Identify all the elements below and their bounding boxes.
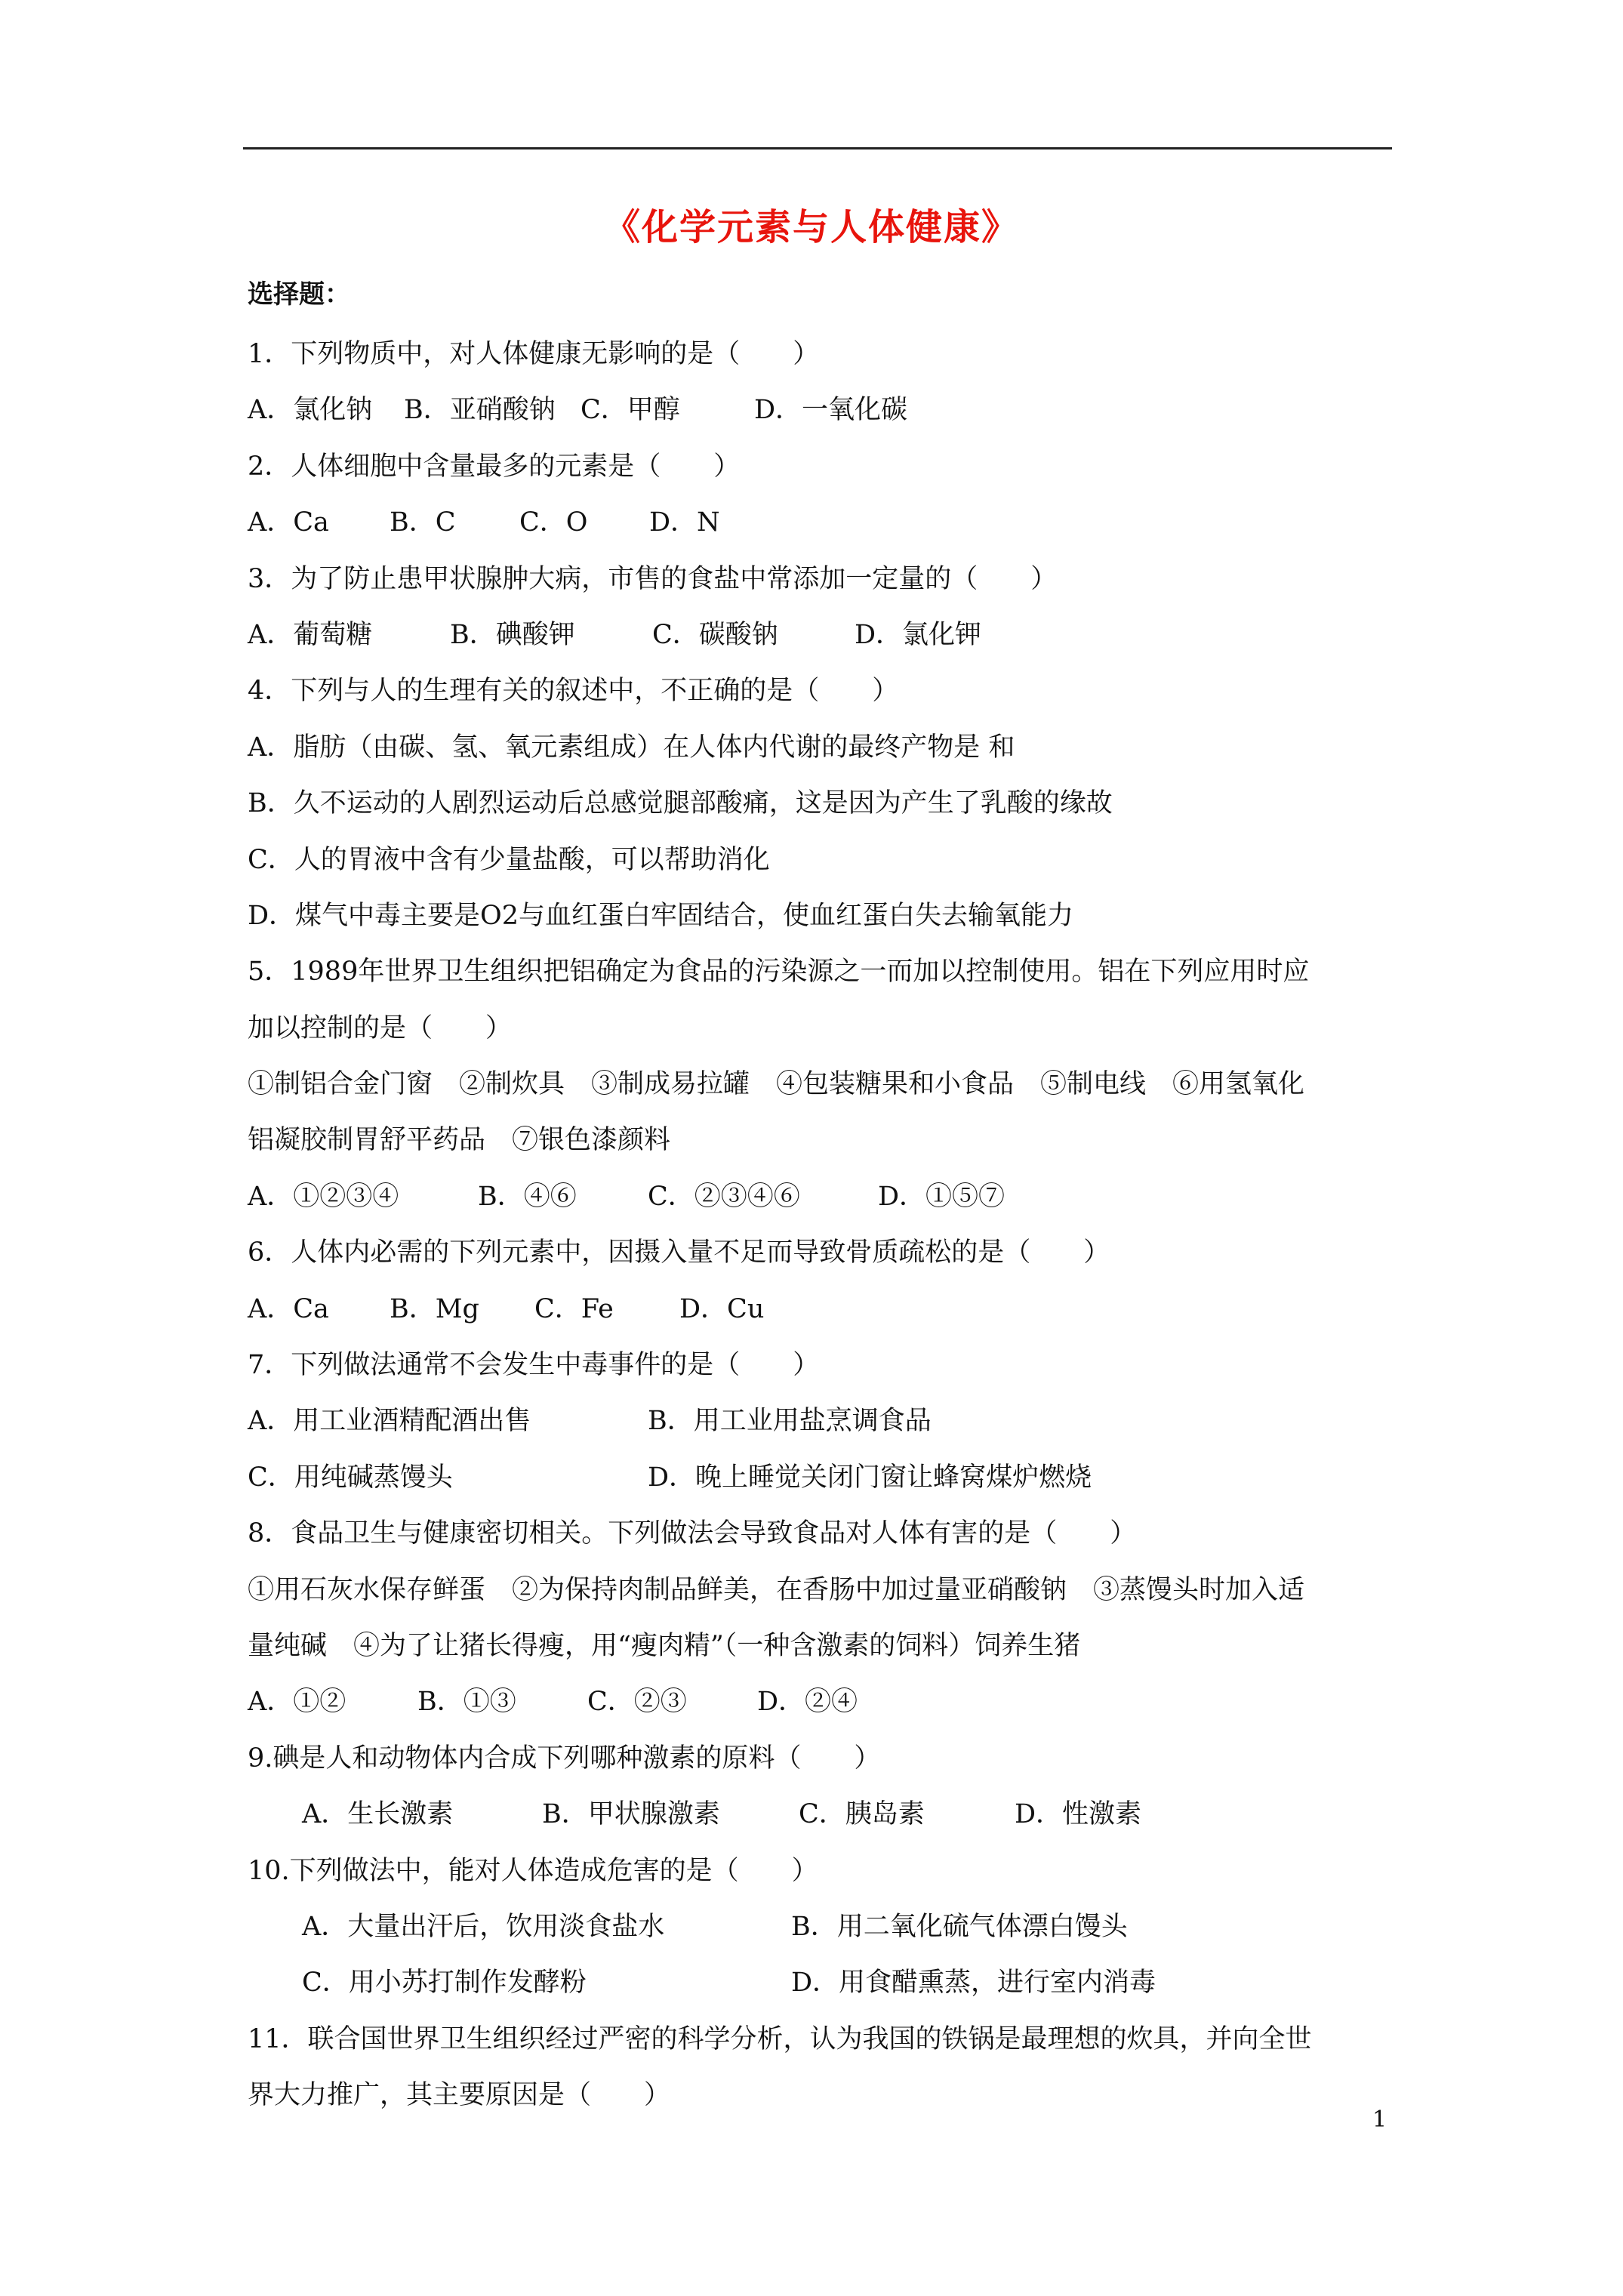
question-line: 1．下列物质中，对人体健康无影响的是（ ）: [248, 339, 820, 369]
answer-option: A．葡萄糖: [248, 619, 373, 650]
option-line: [248, 1899, 1403, 1955]
question-line: 11．联合国世界卫生组织经过严密的科学分析，认为我国的铁锅是最理想的炊具，并向全世: [248, 2023, 1312, 2054]
answer-option: B．①③: [417, 1687, 516, 1718]
answer-option: A．①②③④: [248, 1181, 399, 1212]
option-line: [248, 1169, 1403, 1225]
question-line: 9.碘是人和动物体内合成下列哪种激素的原料（ ）: [248, 1743, 881, 1774]
question-line: 3．为了防止患甲状腺肿大病，市售的食盐中常添加一定量的（ ）: [248, 563, 1058, 594]
question-line: 8．食品卫生与健康密切相关。下列做法会导致食品对人体有害的是（ ）: [248, 1518, 1137, 1549]
answer-option: B．碘酸钾: [450, 619, 575, 650]
answer-option: C．②③④⑥: [648, 1181, 800, 1212]
answer-option: B．甲状腺激素: [542, 1799, 720, 1830]
question-line: D．煤气中毒主要是O2与血红蛋白牢固结合，使血红蛋白失去输氧能力: [248, 900, 1074, 931]
option-line: [248, 1450, 1403, 1505]
answer-option: B．用二氧化硫气体漂白馒头: [791, 1911, 1128, 1942]
option-line: [248, 607, 1403, 663]
answer-option: B．亚硝酸钠: [404, 395, 556, 426]
option-line: [248, 1674, 1403, 1730]
question-line: ①用石灰水保存鲜蛋 ②为保持肉制品鲜美，在香肠中加过量亚硝酸钠 ③蒸馒头时加入适: [248, 1574, 1305, 1605]
question-line: 6．人体内必需的下列元素中，因摄入量不足而导致骨质疏松的是（ ）: [248, 1237, 1110, 1268]
answer-option: D．Cu: [679, 1293, 765, 1324]
question-line: 5．1989年世界卫生组织把铝确定为食品的污染源之一而加以控制使用。铝在下列应用时应: [248, 957, 1310, 988]
question-line: 10.下列做法中，能对人体造成危害的是（ ）: [248, 1855, 818, 1886]
option-line: [248, 1393, 1403, 1449]
question-line: A．脂肪（由碳、氢、氧元素组成）在人体内代谢的最终产物是 和: [248, 732, 1015, 763]
answer-option: B．C: [390, 507, 456, 538]
answer-option: C．O: [519, 507, 588, 538]
question-line: 量纯碱 ④为了让猪长得瘦，用“瘦肉精”（一种含激素的饲料）饲养生猪: [248, 1630, 1081, 1661]
question-line: 界大力推广，其主要原因是（ ）: [248, 2080, 671, 2111]
answer-option: B．④⑥: [478, 1181, 577, 1212]
header-rule: [243, 147, 1392, 149]
answer-option: C．②③: [587, 1687, 687, 1718]
answer-option: A．大量出汗后，饮用淡食盐水: [302, 1911, 665, 1942]
question-line: B．久不运动的人剧烈运动后总感觉腿部酸痛，这是因为产生了乳酸的缘故: [248, 788, 1113, 819]
question-line: 7．下列做法通常不会发生中毒事件的是（ ）: [248, 1350, 820, 1381]
question-line: ①制铝合金门窗 ②制炊具 ③制成易拉罐 ④包装糖果和小食品 ⑤制电线 ⑥用氢氧化: [248, 1069, 1305, 1100]
answer-option: C．碳酸钠: [652, 619, 778, 650]
question-line: 2．人体细胞中含量最多的元素是（ ）: [248, 451, 741, 482]
answer-option: D．②④: [757, 1687, 858, 1718]
question-body: [248, 326, 1403, 2124]
question-line: 加以控制的是（ ）: [248, 1012, 513, 1043]
answer-option: D．一氧化碳: [754, 395, 908, 426]
answer-option: B．用工业用盐烹调食品: [648, 1406, 932, 1437]
answer-option: A．①②: [248, 1687, 346, 1718]
answer-option: A．Ca: [248, 1293, 329, 1324]
option-line: [248, 1955, 1403, 2011]
question-line: C．人的胃液中含有少量盐酸，可以帮助消化: [248, 844, 770, 875]
answer-option: C．Fe: [534, 1293, 614, 1324]
answer-option: C．用小苏打制作发酵粉: [302, 1968, 587, 1999]
section-heading: 选择题：: [248, 279, 350, 310]
answer-option: D．晚上睡觉关闭门窗让蜂窝煤炉燃烧: [648, 1462, 1092, 1493]
answer-option: B．Mg: [390, 1293, 479, 1324]
option-line: [248, 1281, 1403, 1337]
answer-option: A．用工业酒精配酒出售: [248, 1406, 531, 1437]
answer-option: D．①⑤⑦: [878, 1181, 1006, 1212]
question-line: 铝凝胶制胃舒平药品 ⑦银色漆颜料: [248, 1125, 671, 1156]
answer-option: A．生长激素: [302, 1799, 454, 1830]
answer-option: C．用纯碱蒸馒头: [248, 1462, 453, 1493]
question-line: 4．下列与人的生理有关的叙述中，不正确的是（ ）: [248, 676, 899, 707]
page-title: 《化学元素与人体健康》: [603, 206, 1019, 248]
answer-option: D．N: [649, 507, 720, 538]
answer-option: A．氯化钠: [248, 395, 373, 426]
page-number: 1: [1372, 2106, 1387, 2133]
answer-option: C．甲醇: [581, 395, 680, 426]
option-line: [248, 1786, 1403, 1842]
option-line: [248, 495, 1403, 550]
answer-option: C．胰岛素: [799, 1799, 925, 1830]
answer-option: D．性激素: [1015, 1799, 1142, 1830]
option-line: [248, 382, 1403, 438]
answer-option: D．氯化钾: [855, 619, 982, 650]
answer-option: D．用食醋熏蒸，进行室内消毒: [791, 1968, 1156, 1999]
answer-option: A．Ca: [248, 507, 329, 538]
